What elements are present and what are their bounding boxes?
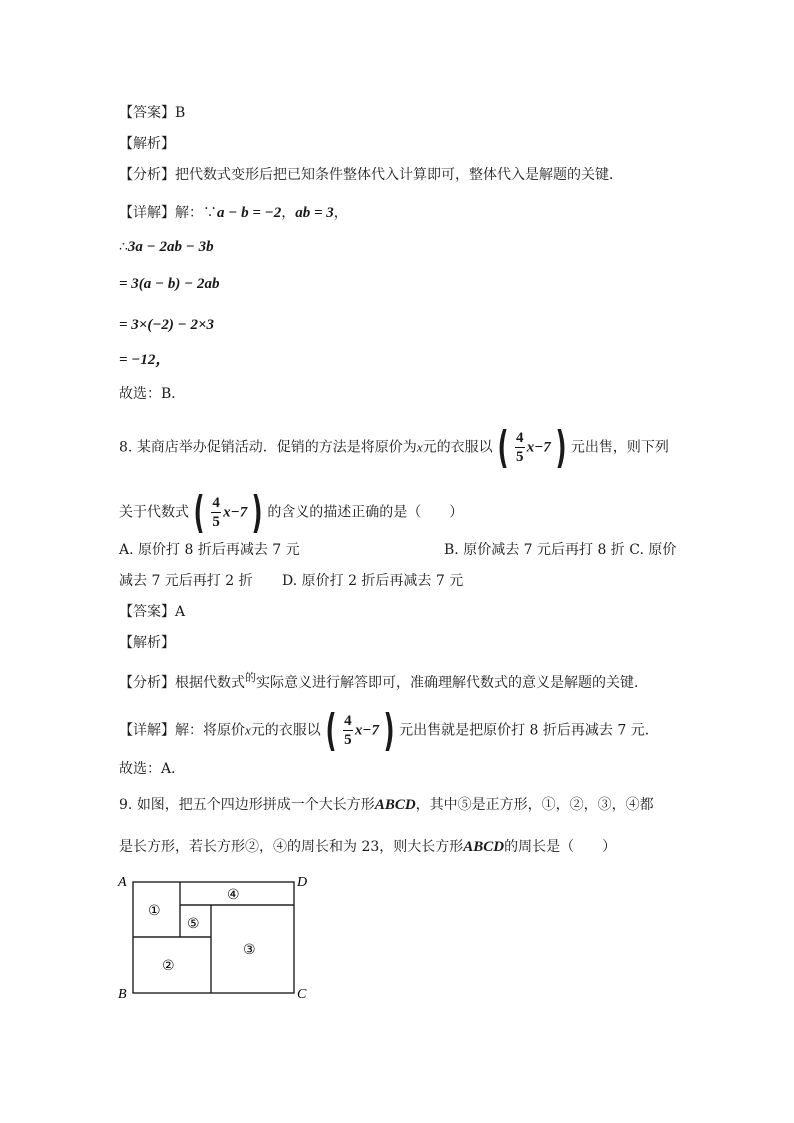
choose-line-q8: 故选：A． [119,761,186,777]
rect-name: ABCD [374,797,416,813]
vertex-a: A [118,875,127,890]
xiangjie-line-q7 [119,204,348,222]
fraction-numerator: 4 [344,713,352,730]
fraction-bar [211,512,221,513]
question-text: 某商店举办促销活动．促销的方法是将原价为 [136,439,417,456]
condition-end: ， [333,205,348,221]
fraction-denominator: 5 [344,732,352,749]
fenxi-text: 实际意义进行解答即可，准确理解代数式的意义是解题的关键． [256,675,648,691]
fenxi-small-char: 的 [245,671,256,684]
rectangle-figure [115,868,325,1008]
option-b-c: B. 原价减去 7 元后再打 8 折 C. 原价 [444,542,677,558]
fraction-tail: x−7 [526,439,551,456]
fenxi-line-q7 [119,166,623,184]
question-text: 的周长是（ ） [504,839,617,855]
condition-1: a − b = −2 [217,205,282,221]
analysis-heading-q7: 【解析】 [119,136,175,152]
question-text: 元的衣服以 [422,439,493,456]
question-9-line-2 [119,838,616,856]
fraction-denominator: 5 [212,514,220,531]
fenxi-label: 【分析】 [119,167,175,183]
question-text: 的含义的描述正确的是（ ） [267,504,464,521]
option-d: D. 原价打 2 折后再减去 7 元 [282,573,464,589]
right-paren-icon: ) [555,421,567,473]
fraction-numerator: 4 [515,430,524,447]
condition-2: ab = 3 [295,205,334,221]
answer-line-q7 [119,104,185,122]
step-expression: 3a − 2ab − 3b [127,239,214,255]
choose-line-q7: 故选：B． [119,386,186,402]
xiangjie-text: 解：将原价 [175,722,245,739]
fenxi-label: 【分析】 [119,675,175,691]
region-2-label: ② [162,958,175,974]
question-number: 9. [119,797,133,813]
analysis-heading-q8: 【解析】 [119,635,175,651]
region-3-label: ③ [243,942,256,958]
step-line-3 [119,316,214,334]
rect-name: ABCD [463,839,505,855]
left-paren-icon: ( [497,421,509,473]
step-expression: = 3(a − b) − 2ab [119,276,220,292]
step-line-1 [119,238,214,256]
fraction-numerator: 4 [212,495,220,512]
fraction-expression [493,417,571,478]
question-text: 如图，把五个四边形拼成一个大长方形 [136,797,375,813]
xiangjie-text: 元的衣服以 [250,722,321,739]
step-line-2 [119,275,219,293]
answer-value: A [175,604,186,620]
fraction-tail: x−7 [223,504,248,521]
therefore-symbol: ∴ [119,239,128,255]
question-text: 关于代数式 [119,504,189,521]
step-expression: = 3×(−2) − 2×3 [119,317,215,333]
answer-label: 【答案】 [119,105,175,121]
question-9-line-1 [119,796,654,814]
xiangjie-prefix: 解： [175,205,203,221]
fraction [211,495,221,530]
fenxi-text: 根据代数式 [175,675,245,691]
option-a: A. 原价打 8 折后再减去 7 元 [119,542,300,558]
option-c-continued: 减去 7 元后再打 2 折 [119,573,253,589]
question-8-line-2 [119,482,463,543]
left-paren-icon: ( [193,486,205,538]
fraction [343,713,353,748]
because-symbol: ∵ [203,205,217,221]
xiangjie-label: 【详解】 [119,722,175,739]
question-number: 8. [119,439,133,456]
question-8-line-1 [119,417,669,478]
right-paren-icon: ) [251,486,263,538]
question-text: 是长方形，若长方形②，④的周长和为 23，则大长方形 [119,839,464,855]
left-paren-icon: ( [325,704,337,756]
region-4-label: ④ [227,887,240,903]
vertex-d: D [297,875,308,890]
step-line-4 [119,351,170,369]
right-paren-icon: ) [383,704,395,756]
fraction-denominator: 5 [515,449,524,466]
condition-separator: ， [281,205,296,221]
variable-x: x [245,722,251,738]
fraction-expression [321,700,399,761]
fraction-expression [189,482,267,543]
vertex-c: C [297,987,307,1002]
question-text: 元出售，则下列 [570,439,669,456]
fenxi-line-q8 [119,669,648,692]
xiangjie-label: 【详解】 [119,205,175,221]
xiangjie-text: 元出售就是把原价打 8 折后再减去 7 元． [399,722,659,739]
answer-label: 【答案】 [119,604,175,620]
fraction-bar [515,447,525,448]
variable-x: x [416,439,423,455]
region-1-label: ① [148,903,161,919]
fenxi-text: 把代数式变形后把已知条件整体代入计算即可，整体代入是解题的关键． [175,167,623,183]
xiangjie-line-q8 [119,700,659,761]
fraction-bar [343,730,353,731]
answer-line-q8 [119,603,185,621]
region-5-label: ⑤ [187,916,200,932]
question-text: ，其中⑤是正方形，①，②，③，④都 [415,797,654,813]
fraction-tail: x−7 [354,722,379,739]
step-expression: = −12， [119,352,171,368]
vertex-b: B [118,987,127,1002]
answer-value: B [175,105,186,121]
fraction [515,430,525,465]
